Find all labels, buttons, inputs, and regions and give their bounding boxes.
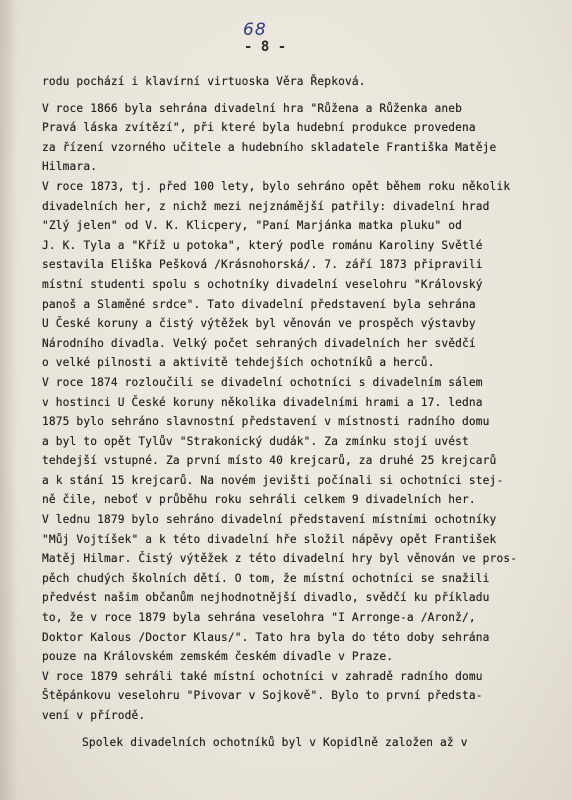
text-line: vení v přírodě. (42, 709, 146, 722)
text-line: pěch chudých školních dětí. O tom, že místní ochotníci se snažili (42, 571, 490, 585)
text-line: v hostinci U České koruny několika divadelními hrami a 17. ledna (42, 395, 483, 409)
text-line: a k stání 15 krejcarů. Na novém jevišti počínali si ochotníci stej- (42, 473, 504, 487)
text-line: místní studenti spolu s ochotníky divadelní veselohru "Královský (42, 277, 483, 291)
text-line: J. K. Tyla a "Kříž u potoka", který podle románu Karoliny Světlé (42, 238, 483, 252)
text-line: V lednu 1879 bylo sehráno divadelní představení místními ochotníky (42, 513, 497, 527)
text-line: Štěpánkovu veselohru "Pivovar v Sojkově". Bylo to první předsta- (42, 689, 483, 703)
text-line: Spolek divadelních ochotníků byl v Kopidlně založen až v (82, 735, 468, 749)
text-line: Doktor Kalous /Doctor Klaus/". Tato hra byla do této doby sehrána (42, 630, 490, 644)
text-line: o velké pilnosti a aktivitě tehdejších ochotníků a herců. (42, 356, 435, 370)
text-line: to, že v roce 1879 byla sehrána veselohra "I Arronge-a /Aronž/, (42, 611, 476, 625)
typed-page-mark: - 8 - (244, 39, 287, 55)
text-line: ně čile, neboť v průběhu roku sehráli celkem 9 divadelních her. (42, 493, 476, 507)
text-line: V roce 1866 byla sehrána divadelní hra "Růžena a Růženka aneb (42, 101, 463, 115)
text-line: tehdejší vstupné. Za první místo 40 krejcarů, za druhé 25 krejcarů (42, 454, 497, 468)
text-line: za řízení vzorného učitele a hudebního skladatele Františka Matěje (42, 140, 497, 154)
text-line: U České koruny a čistý výtěžek byl věnován ve prospěch výstavby (42, 317, 476, 331)
text-line: předvést našim občanům nejhodnotnější divadlo, svědčí ku příkladu (42, 591, 490, 605)
page-edge-shadow (0, 0, 18, 800)
text-line: 1875 bylo sehráno slavnostní představení v místnosti radního domu (42, 415, 490, 429)
text-line: Hilmara. (42, 160, 98, 174)
text-line: Národního divadla. Velký počet sehraných divadelních her svědčí (42, 336, 476, 350)
text-line: Matěj Hilmar. Čistý výtěžek z této divadelní hry byl věnován ve pros- (42, 552, 518, 566)
text-line: V roce 1873, tj. před 100 lety, bylo sehráno opět během roku několik (42, 179, 511, 193)
text-line: panoš a Slaměné srdce". Tato divadelní představení byla sehrána (42, 297, 476, 311)
text-line: V roce 1874 rozloučili se divadelní ochotníci s divadelním sálem (42, 375, 483, 389)
text-line: "Můj Vojtíšek" a k této divadelní hře složil nápěvy opět František (42, 532, 497, 546)
text-line: V roce 1879 sehráli také místní ochotníci v zahradě radního domu (42, 669, 483, 683)
text-line: a byl to opět Tylův "Strakonický dudák". Za zmínku stojí uvést (42, 434, 469, 448)
text-line: sestavila Eliška Pešková /Krásnohorská/. 7. září 1873 připravili (42, 258, 483, 272)
text-line: rodu pochází i klavírní virtuoska Věra Řepková. (42, 75, 366, 88)
text-line: divadelních her, z nichž mezi nejznámější patřily: divadelní hrad (42, 199, 490, 213)
handwritten-page-number: 68 (243, 20, 267, 40)
text-line: pouze na Královském zemském českém divadle v Praze. (42, 650, 394, 664)
typed-body-text (42, 72, 562, 752)
text-line: "Zlý jelen" od V. K. Klicpery, "Paní Marjánka matka pluku" od (42, 219, 463, 233)
text-line: Pravá láska zvítězí", při které byla hudební produkce provedena (42, 121, 476, 135)
